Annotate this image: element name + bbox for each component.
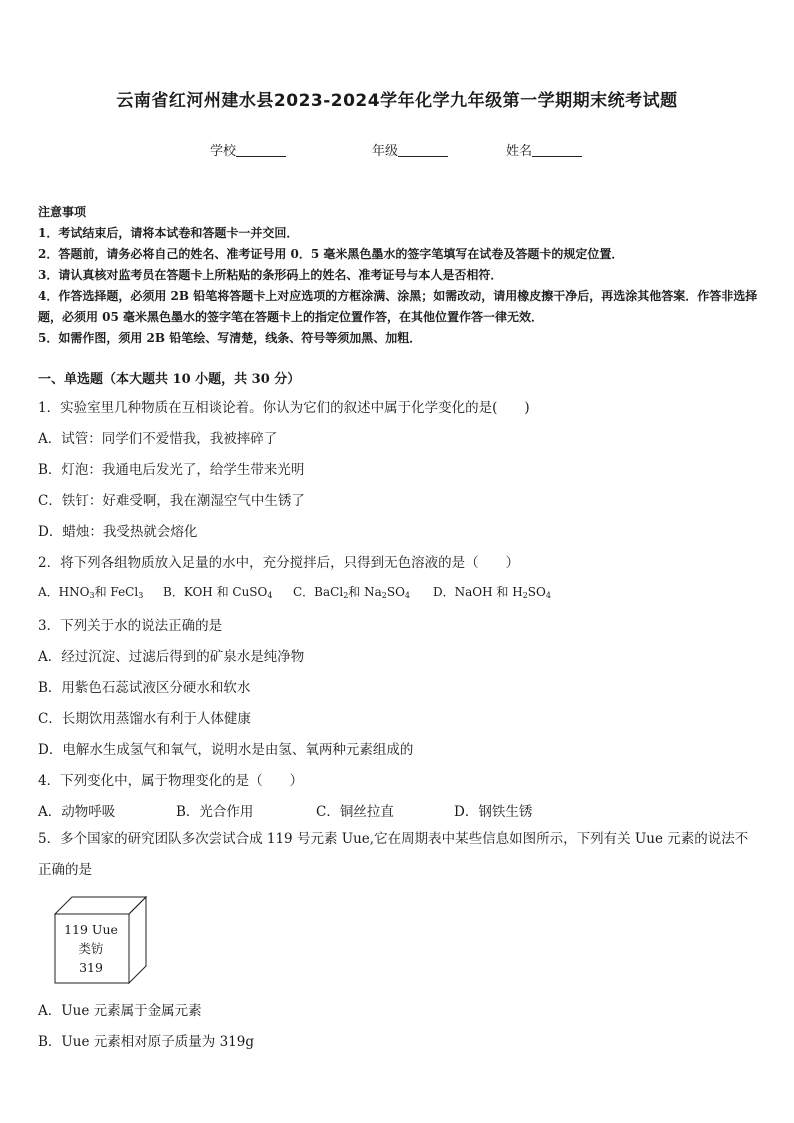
student-info-row (0, 140, 794, 160)
school-field (210, 140, 286, 159)
q3-option-b: B．用紫色石蕊试液区分硬水和软水 (38, 680, 251, 696)
q1-stem: 1．实验室里几种物质在互相谈论着。你认为它们的叙述中属于化学变化的是( ) (38, 400, 530, 416)
q4-option-d: D．钢铁生锈 (454, 804, 533, 820)
notice-item: 5．如需作图，须用 2B 铅笔绘、写清楚，线条、符号等须加黑、加粗． (38, 331, 422, 345)
q5-stem: 5．多个国家的研究团队多次尝试合成 119 号元素 Uue,它在周期表中某些信息如图所示，下列有关 Uue 元素的说法不正确的是 (38, 831, 749, 878)
q5-option-a: A．Uue 元素属于金属元素 (38, 1003, 202, 1019)
q3-option-c: C．长期饮用蒸馏水有利于人体健康 (38, 711, 251, 727)
notice-heading: 注意事项 (38, 205, 87, 219)
element-cell-figure (54, 896, 154, 984)
notice-item: 4．作答选择题，必须用 2B 铅笔将答题卡上对应选项的方框涂满、涂黑；如需改动，请用橡皮擦干净后，再选涂其他答案．作答非选择题，必须用 05 毫米黑色墨水的签字笔在答题卡上的指定位置作答，在其他位置作答一律无效． (38, 289, 758, 324)
q1-option-b: B．灯泡：我通电后发光了，给学生带来光明 (38, 462, 305, 478)
page-title: 云南省红河州建水县2023-2024学年化学九年级第一学期期末统考试题 (116, 91, 678, 111)
grade-blank (398, 143, 448, 157)
q3-option-d: D．电解水生成氢气和氧气，说明水是由氢、氧两种元素组成的 (38, 742, 414, 758)
q2-option-b: B．KOH 和 CuSO$_4$ (163, 585, 273, 600)
q5-option-b: B．Uue 元素相对原子质量为 319g (38, 1034, 254, 1050)
name-field (506, 140, 582, 159)
school-blank (236, 143, 286, 157)
notice-block (38, 202, 758, 349)
q1-option-d: D．蜡烛：我受热就会熔化 (38, 524, 198, 540)
name-blank (532, 143, 582, 157)
section-heading: 一、单选题（本大题共 10 小题，共 30 分） (38, 372, 301, 387)
q4-option-a: A．动物呼吸 (38, 804, 116, 820)
element-mass: 319 (79, 960, 103, 975)
notice-item: 1．考试结束后，请将本试卷和答题卡一并交回． (38, 226, 299, 240)
grade-field (372, 140, 448, 159)
school-label: 学校 (210, 144, 237, 159)
q2-option-c: C．BaCl$_2$和 $Na_2SO_4$ (293, 585, 411, 600)
name-label: 姓名 (506, 144, 533, 159)
q1-option-c: C．铁钉：好难受啊，我在潮湿空气中生锈了 (38, 493, 305, 509)
q4-stem: 4．下列变化中，属于物理变化的是（ ） (38, 773, 304, 789)
notice-item: 2．答题前，请务必将自己的姓名、准考证号用 0．5 毫米黑色墨水的签字笔填写在试卷及答题卡的规定位置． (38, 247, 624, 261)
q2-options (38, 583, 551, 600)
q2-stem: 2．将下列各组物质放入足量的水中，充分搅拌后，只得到无色溶液的是（ ） (38, 555, 520, 571)
q4-option-c: C．铜丝拉直 (316, 804, 394, 820)
q4-option-b: B．光合作用 (176, 804, 254, 820)
q3-option-a: A．经过沉淀、过滤后得到的矿泉水是纯净物 (38, 649, 305, 665)
notice-item: 3．请认真核对监考员在答题卡上所粘贴的条形码上的姓名、准考证号与本人是否相符． (38, 268, 503, 282)
q2-option-a: A．$HNO_3$和 FeCl$_3$ (38, 585, 144, 600)
q2-option-d: D．NaOH 和 $H_2SO_4$ (433, 585, 551, 600)
element-cell-text (56, 920, 126, 977)
q3-stem: 3．下列关于水的说法正确的是 (38, 618, 223, 634)
grade-label: 年级 (372, 144, 399, 159)
q1-option-a: A．试管：同学们不爱惜我，我被摔碎了 (38, 431, 278, 447)
element-number-symbol: 119 Uue (64, 922, 118, 937)
q4-options (38, 800, 532, 820)
element-name: 类钫 (78, 941, 104, 956)
